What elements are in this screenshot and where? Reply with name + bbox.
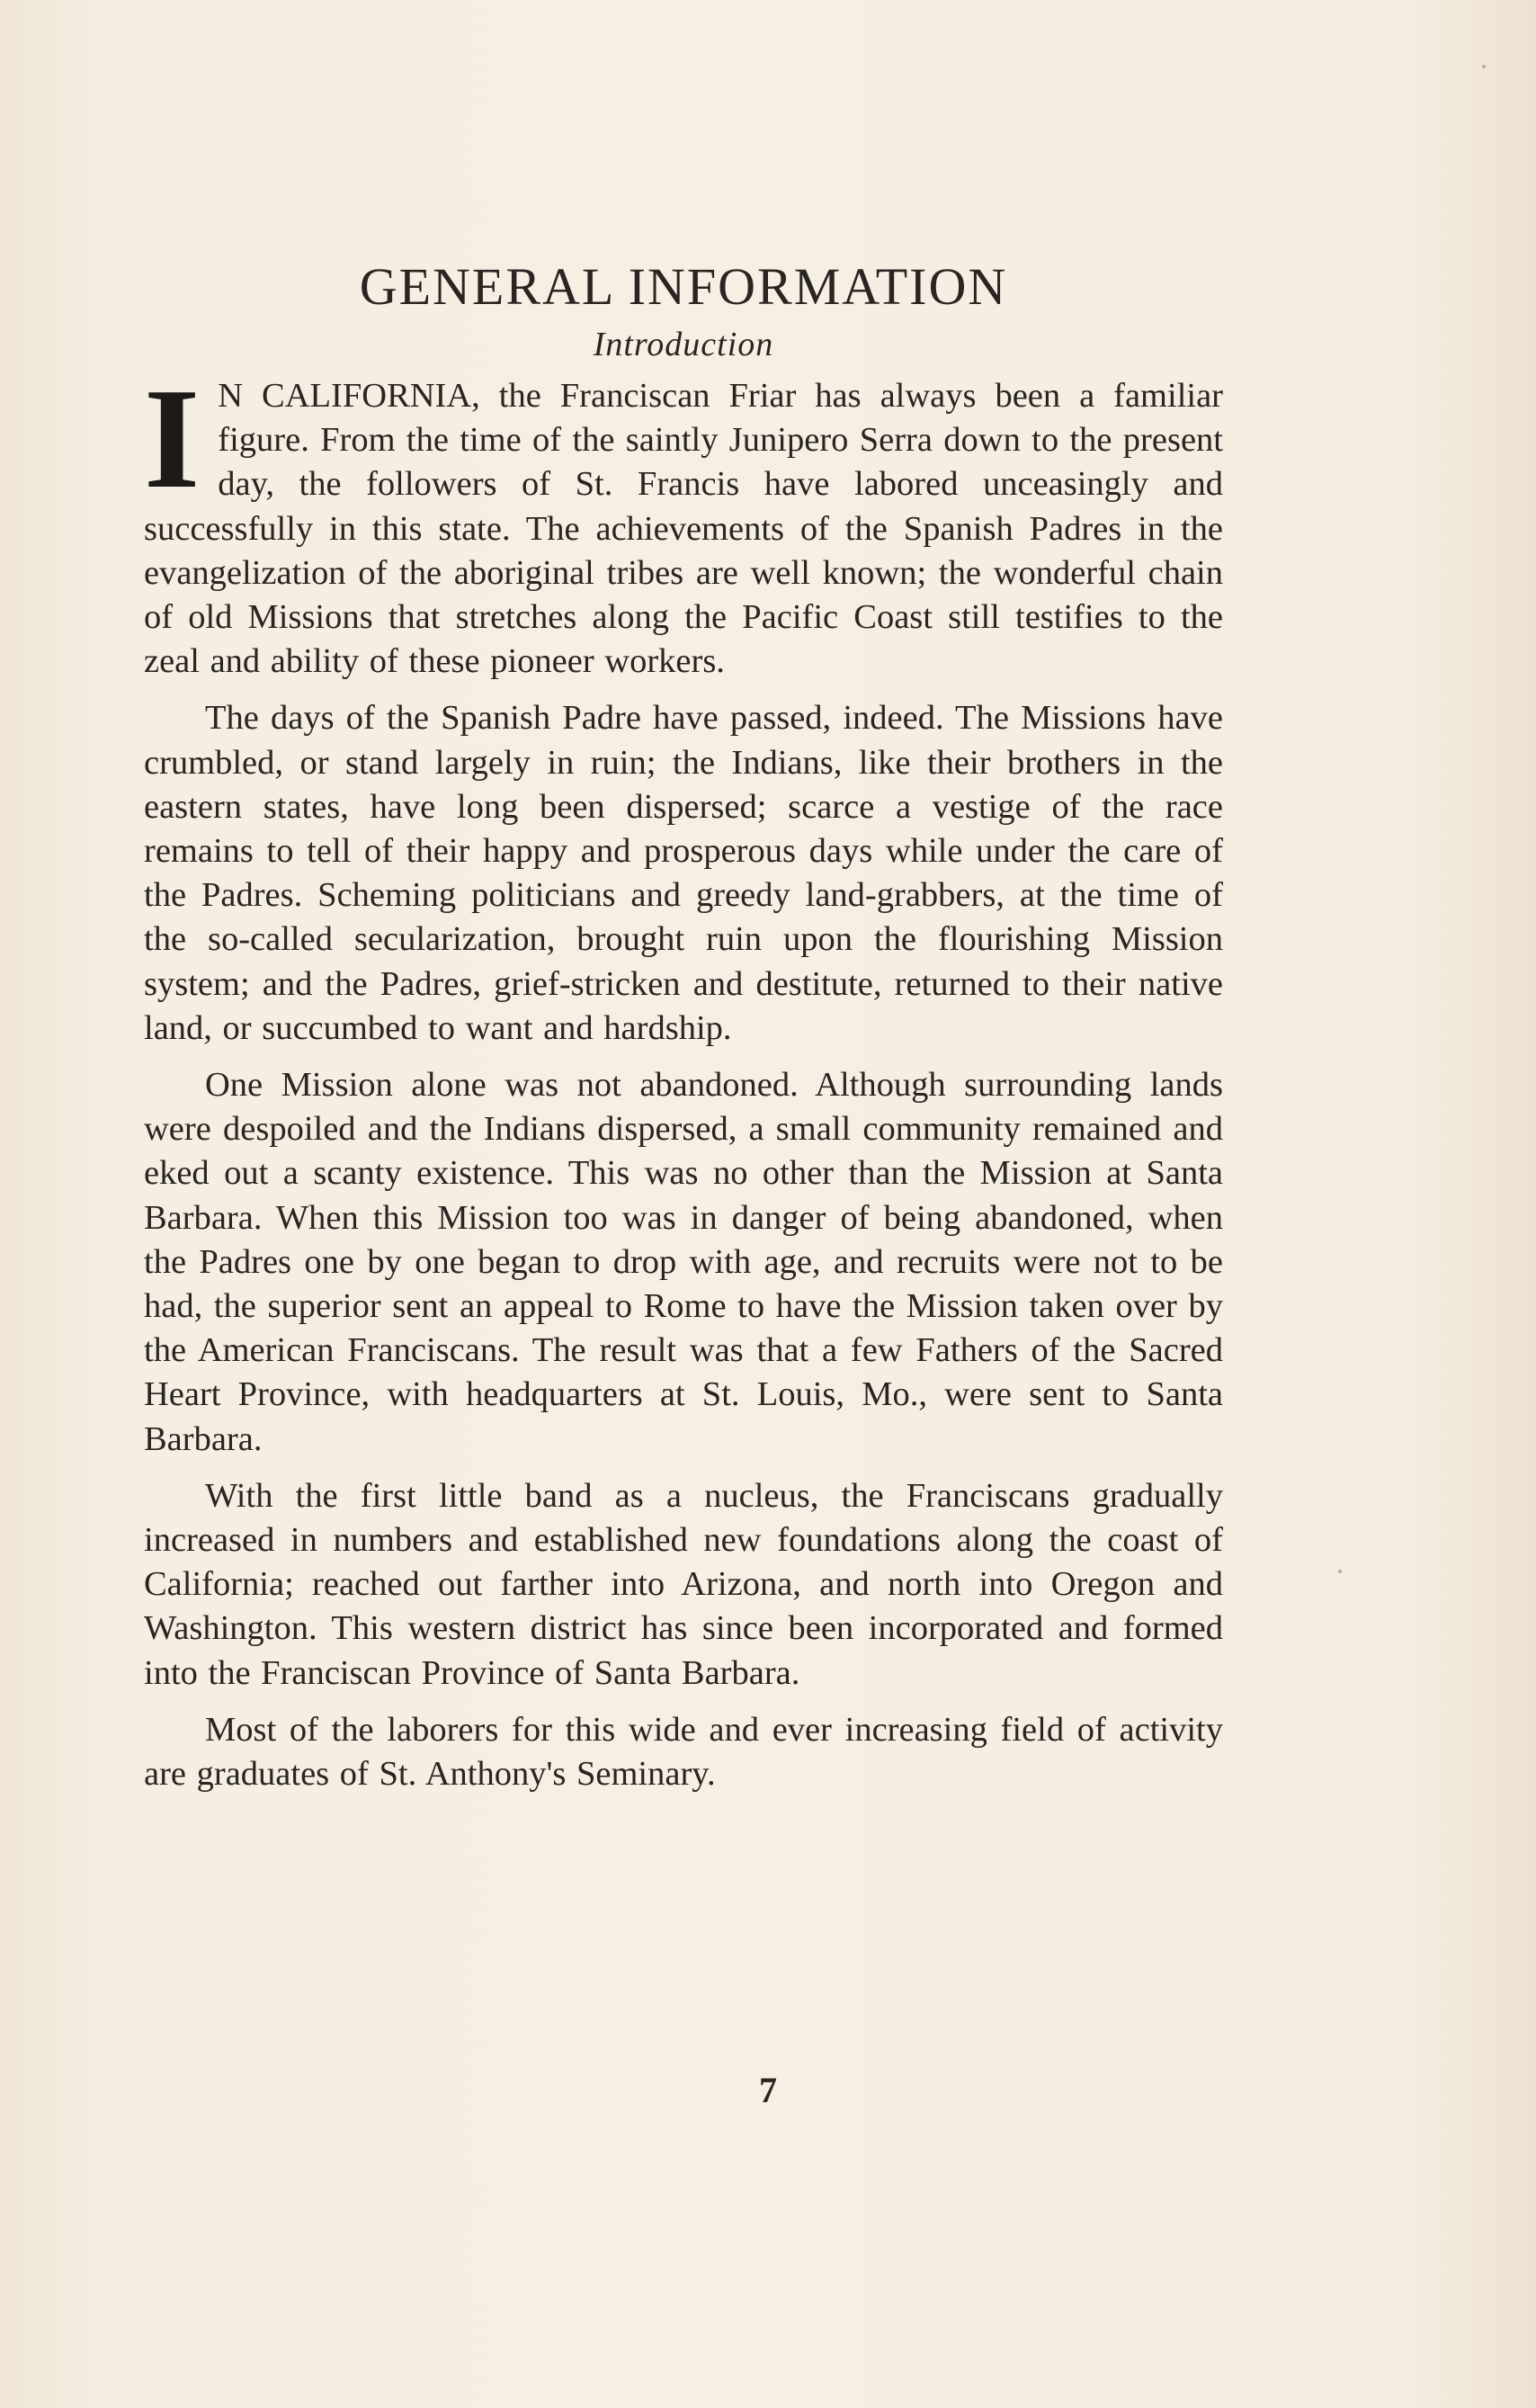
- page-title: GENERAL INFORMATION: [359, 257, 1008, 316]
- paper-speck: [1338, 1570, 1342, 1573]
- paragraph-1: [144, 358, 1223, 684]
- paragraph-4: With the first little band as a nucleus, the Franciscans gradually increased in numbers and established new foundations along the coast of California; reached out farther into Arizona, and north into Oregon and Washington. This western district has since been incorporated and formed into the Franciscan Province of Santa Barbara.: [144, 1476, 1223, 1692]
- paragraph-1-text: N CALIFORNIA, the Franciscan Friar has always been a familiar figure. From the time of the saintly Junipero Serra down to the present day, the followers of St. Francis have labored unceasingly and successfully in this state. The achievements of the Spanish Padres in the evangelization of the aboriginal tribes are well known; the wonderful chain of old Missions that stretches along the Pacific Coast still testifies to the zeal and ability of these pioneer workers.: [144, 377, 1223, 681]
- page-number: 7: [759, 2070, 777, 2110]
- paragraph-2: The days of the Spanish Padre have passed, indeed. The Missions have crumbled, or stand largely in ruin; the Indians, like their brothers in the eastern states, have long been dispersed; scarce a vestige of the race remains to tell of their happy and prosperous days while under the care of the Padres. Scheming politicians and greedy land-grabbers, at the time of the so-called secularization, brought ruin upon the flourishing Mission system; and the Padres, grief-stricken and destitute, returned to their native land, or succumbed to want and hardship.: [144, 699, 1223, 1047]
- paragraph-3: One Mission alone was not abandoned. Although surrounding lands were despoiled and the Indians dispersed, a small community remained and eked out a scanty existence. This was no other than the Mission at Santa Barbara. When this Mission too was in danger of being abandoned, when the Padres one by one began to drop with age, and recruits were not to be had, the superior sent an appeal to Rome to have the Mission taken over by the American Franciscans. The result was that a few Fathers of the Sacred Heart Province, with headquarters at St. Louis, Mo., were sent to Santa Barbara.: [144, 1066, 1223, 1458]
- paragraph-5: Most of the laborers for this wide and ever increasing field of activity are graduates of St. Anthony's Seminary.: [144, 1710, 1223, 1794]
- section-subtitle: Introduction: [593, 326, 774, 363]
- drop-cap: I: [144, 358, 201, 518]
- paper-speck: [1482, 65, 1486, 68]
- page-content: [144, 252, 1223, 1809]
